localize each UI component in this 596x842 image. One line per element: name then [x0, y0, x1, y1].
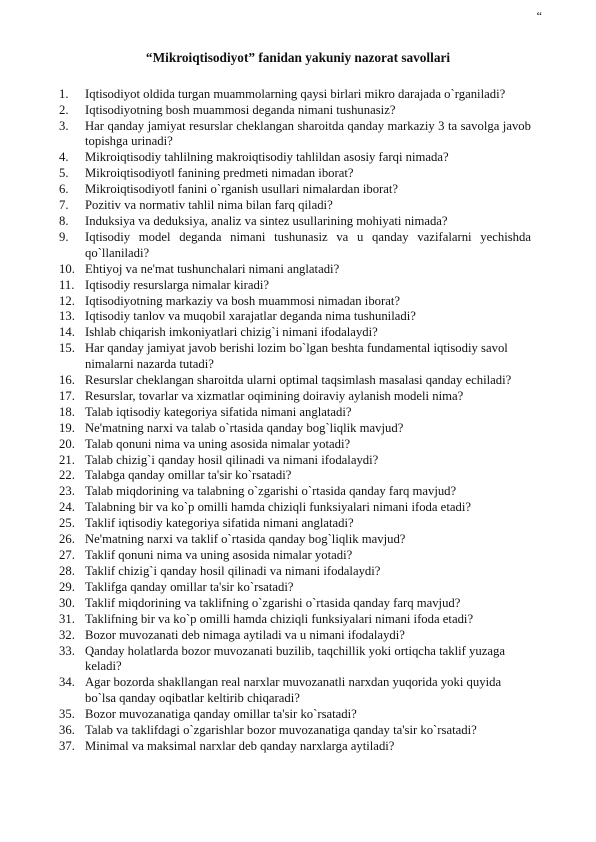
question-item — [59, 325, 531, 341]
question-item — [59, 262, 531, 278]
question-number: 16. — [59, 372, 75, 387]
question-number: 4. — [59, 150, 69, 165]
question-number: 15. — [59, 341, 75, 356]
question-text: Har qanday jamiyat javob berishi lozim bo`lgan beshta fundamental iqtisodiy savol nimalarni nazarda tutadi? — [85, 341, 508, 371]
question-number: 34. — [59, 675, 75, 690]
question-item — [59, 103, 531, 119]
question-text: Taklifning bir va ko`p omilli hamda chiziqli funksiyalari nimani ifoda etadi? — [85, 611, 474, 626]
question-number: 32. — [59, 627, 75, 642]
question-text: Iqtisodiy resurslarga nimalar kiradi? — [85, 277, 270, 292]
question-text: Taklif qonuni nima va uning asosida nimalar yotadi? — [85, 548, 353, 563]
question-text: Talab qonuni nima va uning asosida nimalar yotadi? — [85, 436, 351, 451]
question-item — [59, 373, 531, 389]
question-text: Iqtisodiyotning bosh muammosi deganda nimani tushunasiz? — [85, 102, 396, 117]
question-text: Talabga qanday omillar ta'sir ko`rsatadi? — [85, 468, 292, 483]
question-number: 26. — [59, 532, 75, 547]
question-number: 18. — [59, 404, 75, 419]
question-text: Iqtisodiyot oldida turgan muammolarning qaysi birlari mikro darajada o`rganiladi? — [85, 87, 506, 101]
question-text: Ehtiyoj va ne'mat tushunchalari nimani anglatadi? — [85, 261, 340, 276]
question-text: Pozitiv va normativ tahlil nima bilan farq qiladi? — [85, 198, 333, 213]
question-item — [59, 500, 531, 516]
question-text: Taklif miqdorining va taklifning o`zgarishi o`rtasida qanday farq mavjud? — [85, 595, 461, 610]
question-number: 17. — [59, 388, 75, 403]
question-text: Talabning bir va ko`p omilli hamda chiziqli funksiyalari nimani ifoda etadi? — [85, 500, 471, 515]
question-number: 25. — [59, 516, 75, 531]
question-number: 19. — [59, 420, 75, 435]
question-text: Minimal va maksimal narxlar deb qanday narxlarga aytiladi? — [85, 738, 395, 753]
question-text: Mikroiqtisodiyot‖ fanini o`rganish usullari nimalardan iborat? — [85, 182, 399, 197]
question-item — [59, 596, 531, 612]
question-number: 20. — [59, 436, 75, 451]
question-text: Talab va taklifdagi o`zgarishlar bozor muvozanatiga qanday ta'sir ko`rsatadi? — [85, 722, 477, 737]
corner-quote-mark: “ — [536, 9, 542, 23]
question-text: Resurslar, tovarlar va xizmatlar oqimining doiraviy aylanish modeli nima? — [85, 388, 464, 403]
question-text: Ne'matning narxi va taklif o`rtasida qanday bog`liqlik mavjud? — [85, 532, 406, 547]
question-text: Talab iqtisodiy kategoriya sifatida nimani anglatadi? — [85, 404, 352, 419]
question-number: 5. — [59, 166, 69, 181]
question-item — [59, 644, 531, 675]
question-text: Agar bozorda shakllangan real narxlar muvozanatli narxdan yuqorida yoki quyida bo`lsa qanday oqibatlar keltirib chiqaradi? — [85, 675, 502, 705]
question-text: Induksiya va deduksiya, analiz va sintez usullarining mohiyati nimada? — [85, 214, 448, 229]
question-text: Talab chizig`i qanday hosil qilinadi va nimani ifodalaydi? — [85, 452, 379, 467]
question-number: 24. — [59, 500, 75, 515]
question-item — [59, 182, 531, 198]
question-text: Taklifga qanday omillar ta'sir ko`rsatadi? — [85, 580, 294, 595]
question-item — [59, 150, 531, 166]
question-number: 2. — [59, 102, 69, 117]
question-item — [59, 739, 531, 755]
question-number: 36. — [59, 722, 75, 737]
question-item — [59, 580, 531, 596]
question-item — [59, 707, 531, 723]
question-item — [59, 309, 531, 325]
question-text: Iqtisodiy model deganda nimani tushunasiz va u qanday vazifalarni yechishda qo`llaniladi? — [85, 230, 531, 260]
question-number: 8. — [59, 214, 69, 229]
question-item — [59, 675, 531, 706]
question-number: 28. — [59, 564, 75, 579]
question-text: Bozor muvozanati deb nimaga aytiladi va u nimani ifodalaydi? — [85, 627, 405, 642]
question-text: Qanday holatlarda bozor muvozanati buzilib, taqchillik yoki ortiqcha taklif yuzaga keladi? — [85, 643, 505, 674]
question-item — [59, 198, 531, 214]
question-text: Mikroiqtisodiyot‖ fanining predmeti nimadan iborat? — [85, 166, 354, 181]
question-item — [59, 230, 531, 261]
question-number: 10. — [59, 261, 75, 276]
question-text: Resurslar cheklangan sharoitda ularni optimal taqsimlash masalasi qanday echiladi? — [85, 372, 512, 387]
question-number: 27. — [59, 548, 75, 563]
question-item — [59, 341, 531, 372]
question-number: 9. — [59, 230, 69, 245]
question-item — [59, 532, 531, 548]
question-number: 23. — [59, 484, 75, 499]
question-number: 7. — [59, 198, 69, 213]
question-number: 1. — [59, 87, 69, 101]
question-number: 11. — [59, 277, 75, 292]
question-number: 29. — [59, 580, 75, 595]
question-number: 22. — [59, 468, 75, 483]
question-number: 12. — [59, 293, 75, 308]
question-item — [59, 278, 531, 294]
question-number: 30. — [59, 595, 75, 610]
question-item — [59, 421, 531, 437]
question-item — [59, 468, 531, 484]
question-item — [59, 389, 531, 405]
question-item — [59, 453, 531, 469]
question-item — [59, 723, 531, 739]
question-text: Mikroiqtisodiy tahlilning makroiqtisodiy tahlildan asosiy farqi nimada? — [85, 150, 449, 165]
question-item — [59, 166, 531, 182]
question-item — [59, 87, 531, 103]
question-number: 37. — [59, 738, 75, 753]
question-item — [59, 484, 531, 500]
question-number: 21. — [59, 452, 75, 467]
question-text: Ne'matning narxi va talab o`rtasida qanday bog`liqlik mavjud? — [85, 420, 404, 435]
question-list — [59, 87, 531, 755]
question-item — [59, 437, 531, 453]
question-text: Taklif chizig`i qanday hosil qilinadi va nimani ifodalaydi? — [85, 564, 381, 579]
question-number: 35. — [59, 706, 75, 721]
question-number: 13. — [59, 309, 75, 324]
question-text: Taklif iqtisodiy kategoriya sifatida nimani anglatadi? — [85, 516, 354, 531]
question-item — [59, 612, 531, 628]
question-item — [59, 405, 531, 421]
question-item — [59, 119, 531, 150]
question-text: Bozor muvozanatiga qanday omillar ta'sir ko`rsatadi? — [85, 706, 357, 721]
question-text: Ishlab chiqarish imkoniyatlari chizig`i nimani ifodalaydi? — [85, 325, 378, 340]
question-item — [59, 548, 531, 564]
question-item — [59, 516, 531, 532]
page-title: “Mikroiqtisodiyot” fanidan yakuniy nazorat savollari — [145, 50, 451, 65]
question-text: Har qanday jamiyat resurslar cheklangan sharoitda qanday markaziy 3 ta savolga javob topishga urinadi? — [85, 118, 531, 149]
question-text: Iqtisodiyotning markaziy va bosh muammosi nimadan iborat? — [85, 293, 401, 308]
question-number: 31. — [59, 611, 75, 626]
question-number: 3. — [59, 118, 69, 133]
question-number: 6. — [59, 182, 69, 197]
question-item — [59, 214, 531, 230]
question-number: 14. — [59, 325, 75, 340]
question-text: Talab miqdorining va talabning o`zgarishi o`rtasida qanday farq mavjud? — [85, 484, 457, 499]
question-item — [59, 564, 531, 580]
question-text: Iqtisodiy tanlov va muqobil xarajatlar deganda nima tushuniladi? — [85, 309, 416, 324]
question-number: 33. — [59, 643, 75, 658]
question-item — [59, 294, 531, 310]
question-item — [59, 628, 531, 644]
